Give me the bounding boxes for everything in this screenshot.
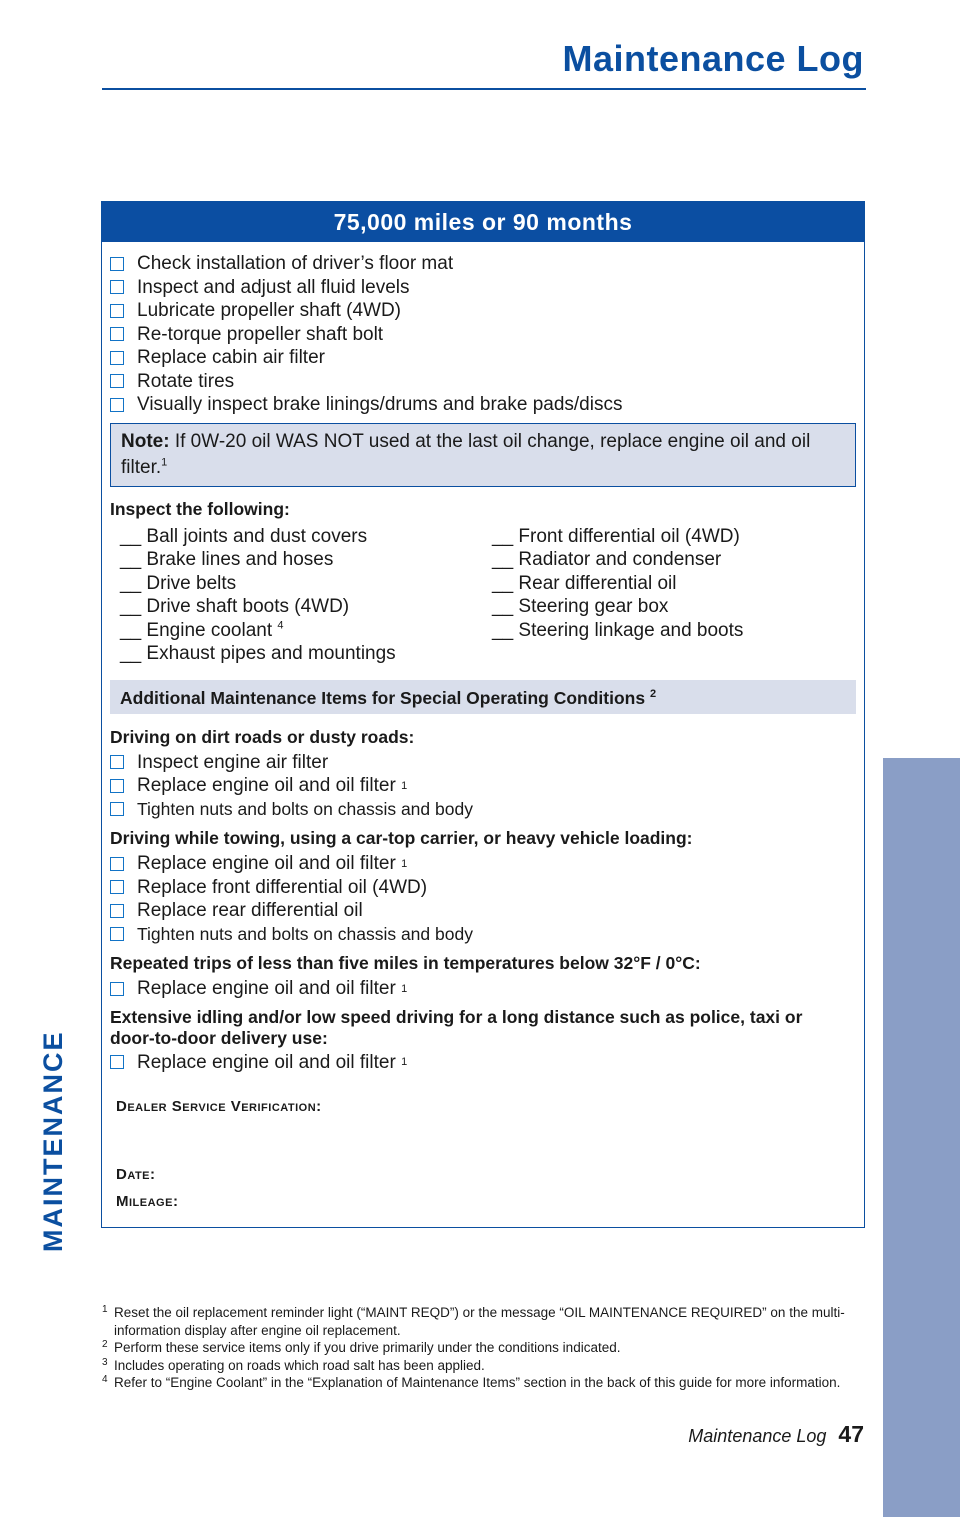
footnote-number: 2 — [102, 1339, 108, 1350]
checkbox-icon[interactable] — [110, 857, 124, 871]
checklist-label: Replace rear differential oil — [137, 900, 363, 921]
list-item — [110, 798, 864, 822]
note-label: Note: — [121, 430, 170, 452]
interval-header: 75,000 miles or 90 months — [102, 202, 864, 242]
checklist-label: Replace front differential oil (4WD) — [137, 876, 428, 898]
inspect-item: __ Radiator and condenser — [492, 549, 722, 570]
inspect-heading: Inspect the following: — [110, 498, 290, 519]
list-item: Replace engine oil and oil filter 1 — [110, 1051, 864, 1075]
checklist-label: Check installation of driver’s floor mat — [137, 253, 454, 274]
condition-list-towing — [110, 852, 864, 946]
checklist-label: Rotate tires — [137, 370, 235, 392]
inspect-item-coolant — [120, 619, 492, 643]
checkbox-icon[interactable] — [110, 1055, 124, 1069]
footnote-ref: 2 — [649, 687, 657, 700]
service-checklist — [110, 252, 864, 417]
page-number: 47 — [838, 1421, 864, 1447]
footnote — [102, 1304, 862, 1339]
list-item: Replace engine oil and oil filter 1 — [110, 977, 864, 1001]
inspect-item: __ Brake lines and hoses — [120, 549, 334, 570]
footnote-ref: 4 — [277, 619, 284, 632]
checklist-label: Inspect and adjust all fluid levels — [137, 276, 410, 298]
footnote — [102, 1374, 862, 1392]
checkbox-icon[interactable] — [110, 982, 124, 996]
list-item — [110, 323, 864, 347]
footnote-text: Reset the oil replacement reminder light (“MAINT REQD”) or the message “OIL MAINTENANCE REQUIRED” on the multi-information display after engine oil replacement. — [114, 1305, 845, 1338]
footnote — [102, 1357, 862, 1375]
list-item — [110, 751, 864, 775]
list-item — [110, 346, 864, 370]
checkbox-icon[interactable] — [110, 802, 124, 816]
inspect-item: __ Steering linkage and boots — [492, 619, 744, 641]
checkbox-icon[interactable] — [110, 904, 124, 918]
date-label: Date: — [116, 1166, 156, 1183]
checkbox-icon[interactable] — [110, 304, 124, 318]
list-item — [110, 923, 864, 947]
list-item — [110, 876, 864, 900]
section-tab-label: MAINTENANCE — [38, 1030, 68, 1252]
condition-heading-idling: Extensive idling and/or low speed driving for a long distance such as police, taxi or door-to-door delivery use: — [110, 1006, 803, 1048]
checklist-label: Re-torque propeller shaft bolt — [137, 323, 384, 345]
inspect-item: __ Ball joints and dust covers — [120, 525, 368, 547]
list-item: Replace engine oil and oil filter 1 — [110, 774, 864, 798]
checklist-label: Replace engine oil and oil filter — [137, 853, 396, 874]
list-item — [110, 252, 864, 276]
footnote-number: 1 — [102, 1304, 108, 1315]
list-item — [110, 899, 864, 923]
maintenance-box — [101, 201, 865, 1228]
footnote-number: 4 — [102, 1374, 108, 1385]
footnote-text: Includes operating on roads which road salt has been applied. — [114, 1357, 485, 1373]
footnote-text: Refer to “Engine Coolant” in the “Explanation of Maintenance Items” section in the back of this guide for more information. — [114, 1375, 841, 1390]
checklist-label: Replace engine oil and oil filter — [137, 775, 396, 796]
list-item — [110, 299, 864, 323]
condition-list-dirt — [110, 751, 864, 822]
footnote-number: 3 — [102, 1356, 108, 1368]
inspect-column-right — [492, 525, 864, 666]
checklist-label: Tighten nuts and bolts on chassis and body — [137, 923, 473, 944]
checkbox-icon[interactable] — [110, 880, 124, 894]
checklist-label: Lubricate propeller shaft (4WD) — [137, 300, 401, 321]
additional-items-banner — [110, 680, 856, 714]
inspect-item: __ Exhaust pipes and mountings — [120, 643, 396, 664]
note-footnote-ref: 1 — [161, 456, 168, 469]
condition-list-short-trips — [110, 977, 864, 1001]
condition-heading-dirt: Driving on dirt roads or dusty roads: — [110, 726, 415, 747]
checkbox-icon[interactable] — [110, 280, 124, 294]
inspect-item: __ Front differential oil (4WD) — [492, 525, 740, 547]
checklist-label: Replace cabin air filter — [137, 347, 325, 368]
dealer-verification — [116, 1096, 864, 1213]
mileage-label: Mileage: — [116, 1193, 179, 1210]
footer-label: Maintenance Log — [688, 1426, 827, 1446]
list-item — [110, 276, 864, 300]
checkbox-icon[interactable] — [110, 257, 124, 271]
footnote — [102, 1339, 862, 1357]
list-item: Replace engine oil and oil filter 1 — [110, 852, 864, 876]
condition-heading-towing: Driving while towing, using a car-top carrier, or heavy vehicle loading: — [110, 828, 693, 848]
oil-note — [110, 423, 856, 487]
checklist-label: Visually inspect brake linings/drums and brake pads/discs — [137, 394, 623, 415]
title-divider — [102, 88, 866, 90]
checkbox-icon[interactable] — [110, 374, 124, 388]
checklist-label: Replace engine oil and oil filter — [137, 978, 396, 999]
checkbox-icon[interactable] — [110, 398, 124, 412]
condition-list-idling — [110, 1051, 864, 1075]
inspect-item: __ Drive shaft boots (4WD) — [120, 596, 350, 617]
inspect-list — [120, 525, 864, 666]
inspect-item-label: __ Engine coolant — [120, 619, 273, 641]
checklist-label: Replace engine oil and oil filter — [137, 1051, 396, 1073]
footnote-text: Perform these service items only if you drive primarily under the conditions indicated. — [114, 1340, 621, 1355]
page-title: Maintenance Log — [562, 38, 864, 79]
list-item — [110, 393, 864, 417]
additional-items-title: Additional Maintenance Items for Special Operating Conditions — [120, 687, 646, 708]
dealer-verification-label: Dealer Service Verification: — [116, 1098, 322, 1115]
inspect-item: __ Rear differential oil — [492, 572, 677, 594]
list-item — [110, 370, 864, 394]
inspect-item: __ Drive belts — [120, 572, 237, 594]
inspect-column-left — [120, 525, 492, 666]
section-tab — [883, 758, 960, 1517]
checkbox-icon[interactable] — [110, 327, 124, 341]
checkbox-icon[interactable] — [110, 779, 124, 793]
checkbox-icon[interactable] — [110, 755, 124, 769]
checklist-label: Inspect engine air filter — [137, 751, 329, 773]
checkbox-icon[interactable] — [110, 351, 124, 365]
checkbox-icon[interactable] — [110, 927, 124, 941]
footnotes — [102, 1304, 862, 1392]
inspect-item: __ Steering gear box — [492, 596, 669, 617]
checklist-label: Tighten nuts and bolts on chassis and body — [137, 798, 473, 819]
note-text: If 0W-20 oil WAS NOT used at the last oil change, replace engine oil and oil filter. — [121, 430, 811, 478]
condition-heading-short-trips: Repeated trips of less than five miles in temperatures below 32°F / 0°C: — [110, 953, 701, 973]
page-footer — [688, 1421, 864, 1448]
